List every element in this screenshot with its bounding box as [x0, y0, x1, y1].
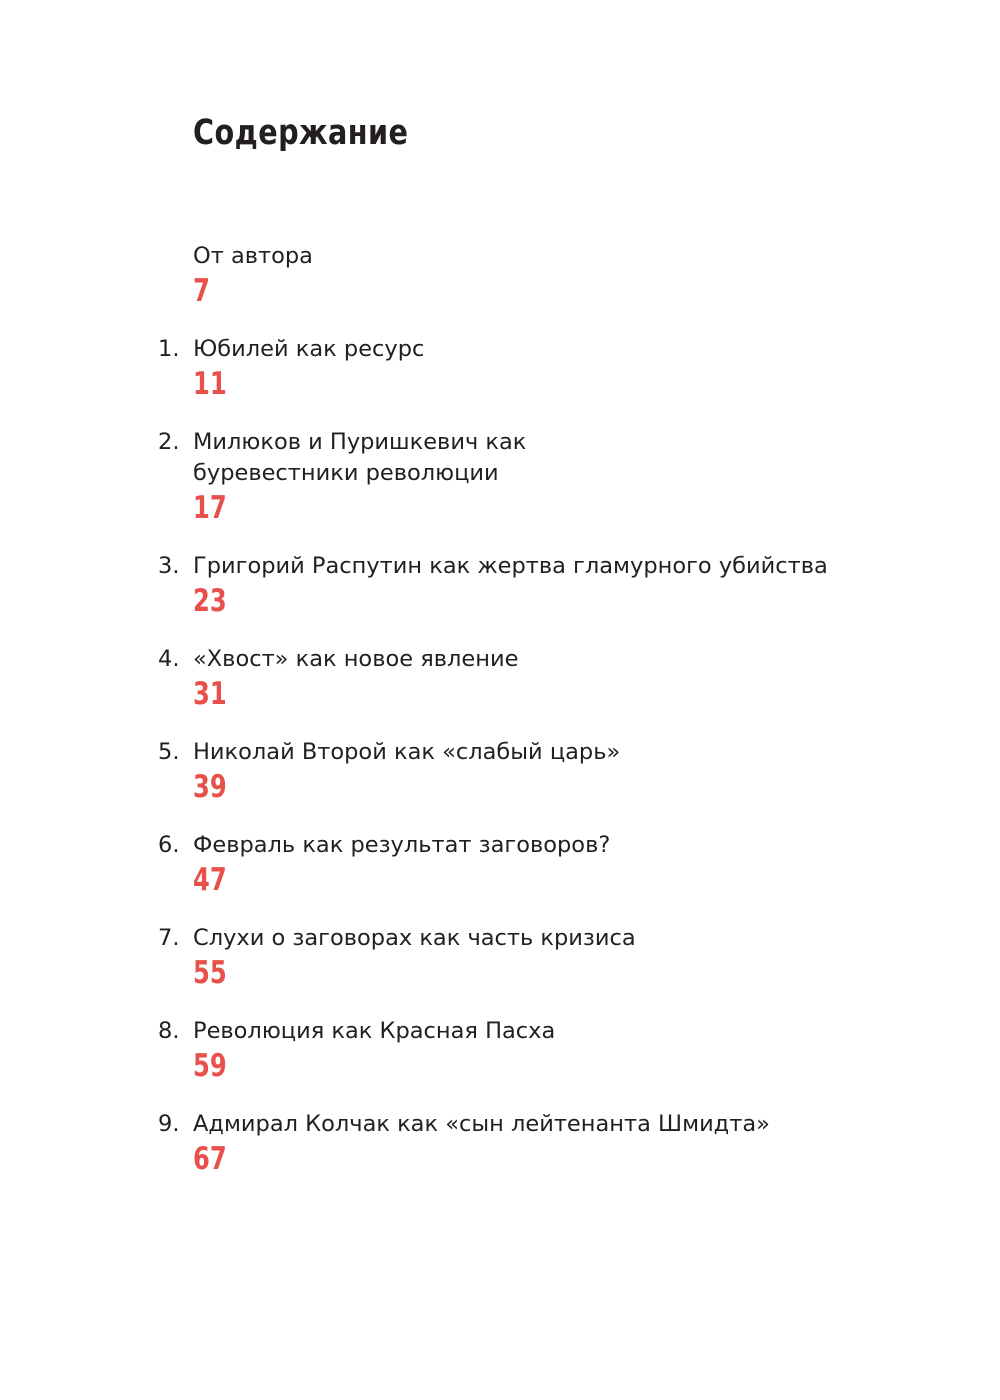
entry-page-number: 7 [193, 273, 210, 309]
entry-page-number: 59 [193, 1048, 227, 1084]
entry-number: 3. [158, 553, 180, 579]
entry-title: Григорий Распутин как жертва гламурного убийства [193, 553, 828, 579]
page-title: Содержание [193, 113, 409, 153]
entry-title: Юбилей как ресурс [193, 336, 425, 362]
entry-number: 1. [158, 336, 180, 362]
entry-page-number: 55 [193, 955, 227, 991]
entry-title: От автора [193, 243, 313, 269]
entry-title: Слухи о заговорах как часть кризиса [193, 925, 636, 951]
entry-page-number: 67 [193, 1141, 227, 1177]
entry-page-number: 23 [193, 583, 227, 619]
entry-title: Адмирал Колчак как «сын лейтенанта Шмидта» [193, 1111, 770, 1137]
entry-number: 9. [158, 1111, 180, 1137]
entry-title: Революция как Красная Пасха [193, 1018, 556, 1044]
entry-number: 2. [158, 429, 180, 455]
entry-page-number: 17 [193, 490, 227, 526]
entry-page-number: 47 [193, 862, 227, 898]
entry-title: «Хвост» как новое явление [193, 646, 519, 672]
entry-title: Февраль как результат заговоров? [193, 832, 611, 858]
entry-page-number: 11 [193, 366, 227, 402]
entry-number: 7. [158, 925, 180, 951]
entry-number: 5. [158, 739, 180, 765]
entry-number: 8. [158, 1018, 180, 1044]
entry-page-number: 39 [193, 769, 227, 805]
entry-number: 6. [158, 832, 180, 858]
entry-number: 4. [158, 646, 180, 672]
entry-title: Николай Второй как «слабый царь» [193, 739, 621, 765]
entry-title: Милюков и Пуришкевич как буревестники революции [193, 429, 527, 486]
entry-page-number: 31 [193, 676, 227, 712]
